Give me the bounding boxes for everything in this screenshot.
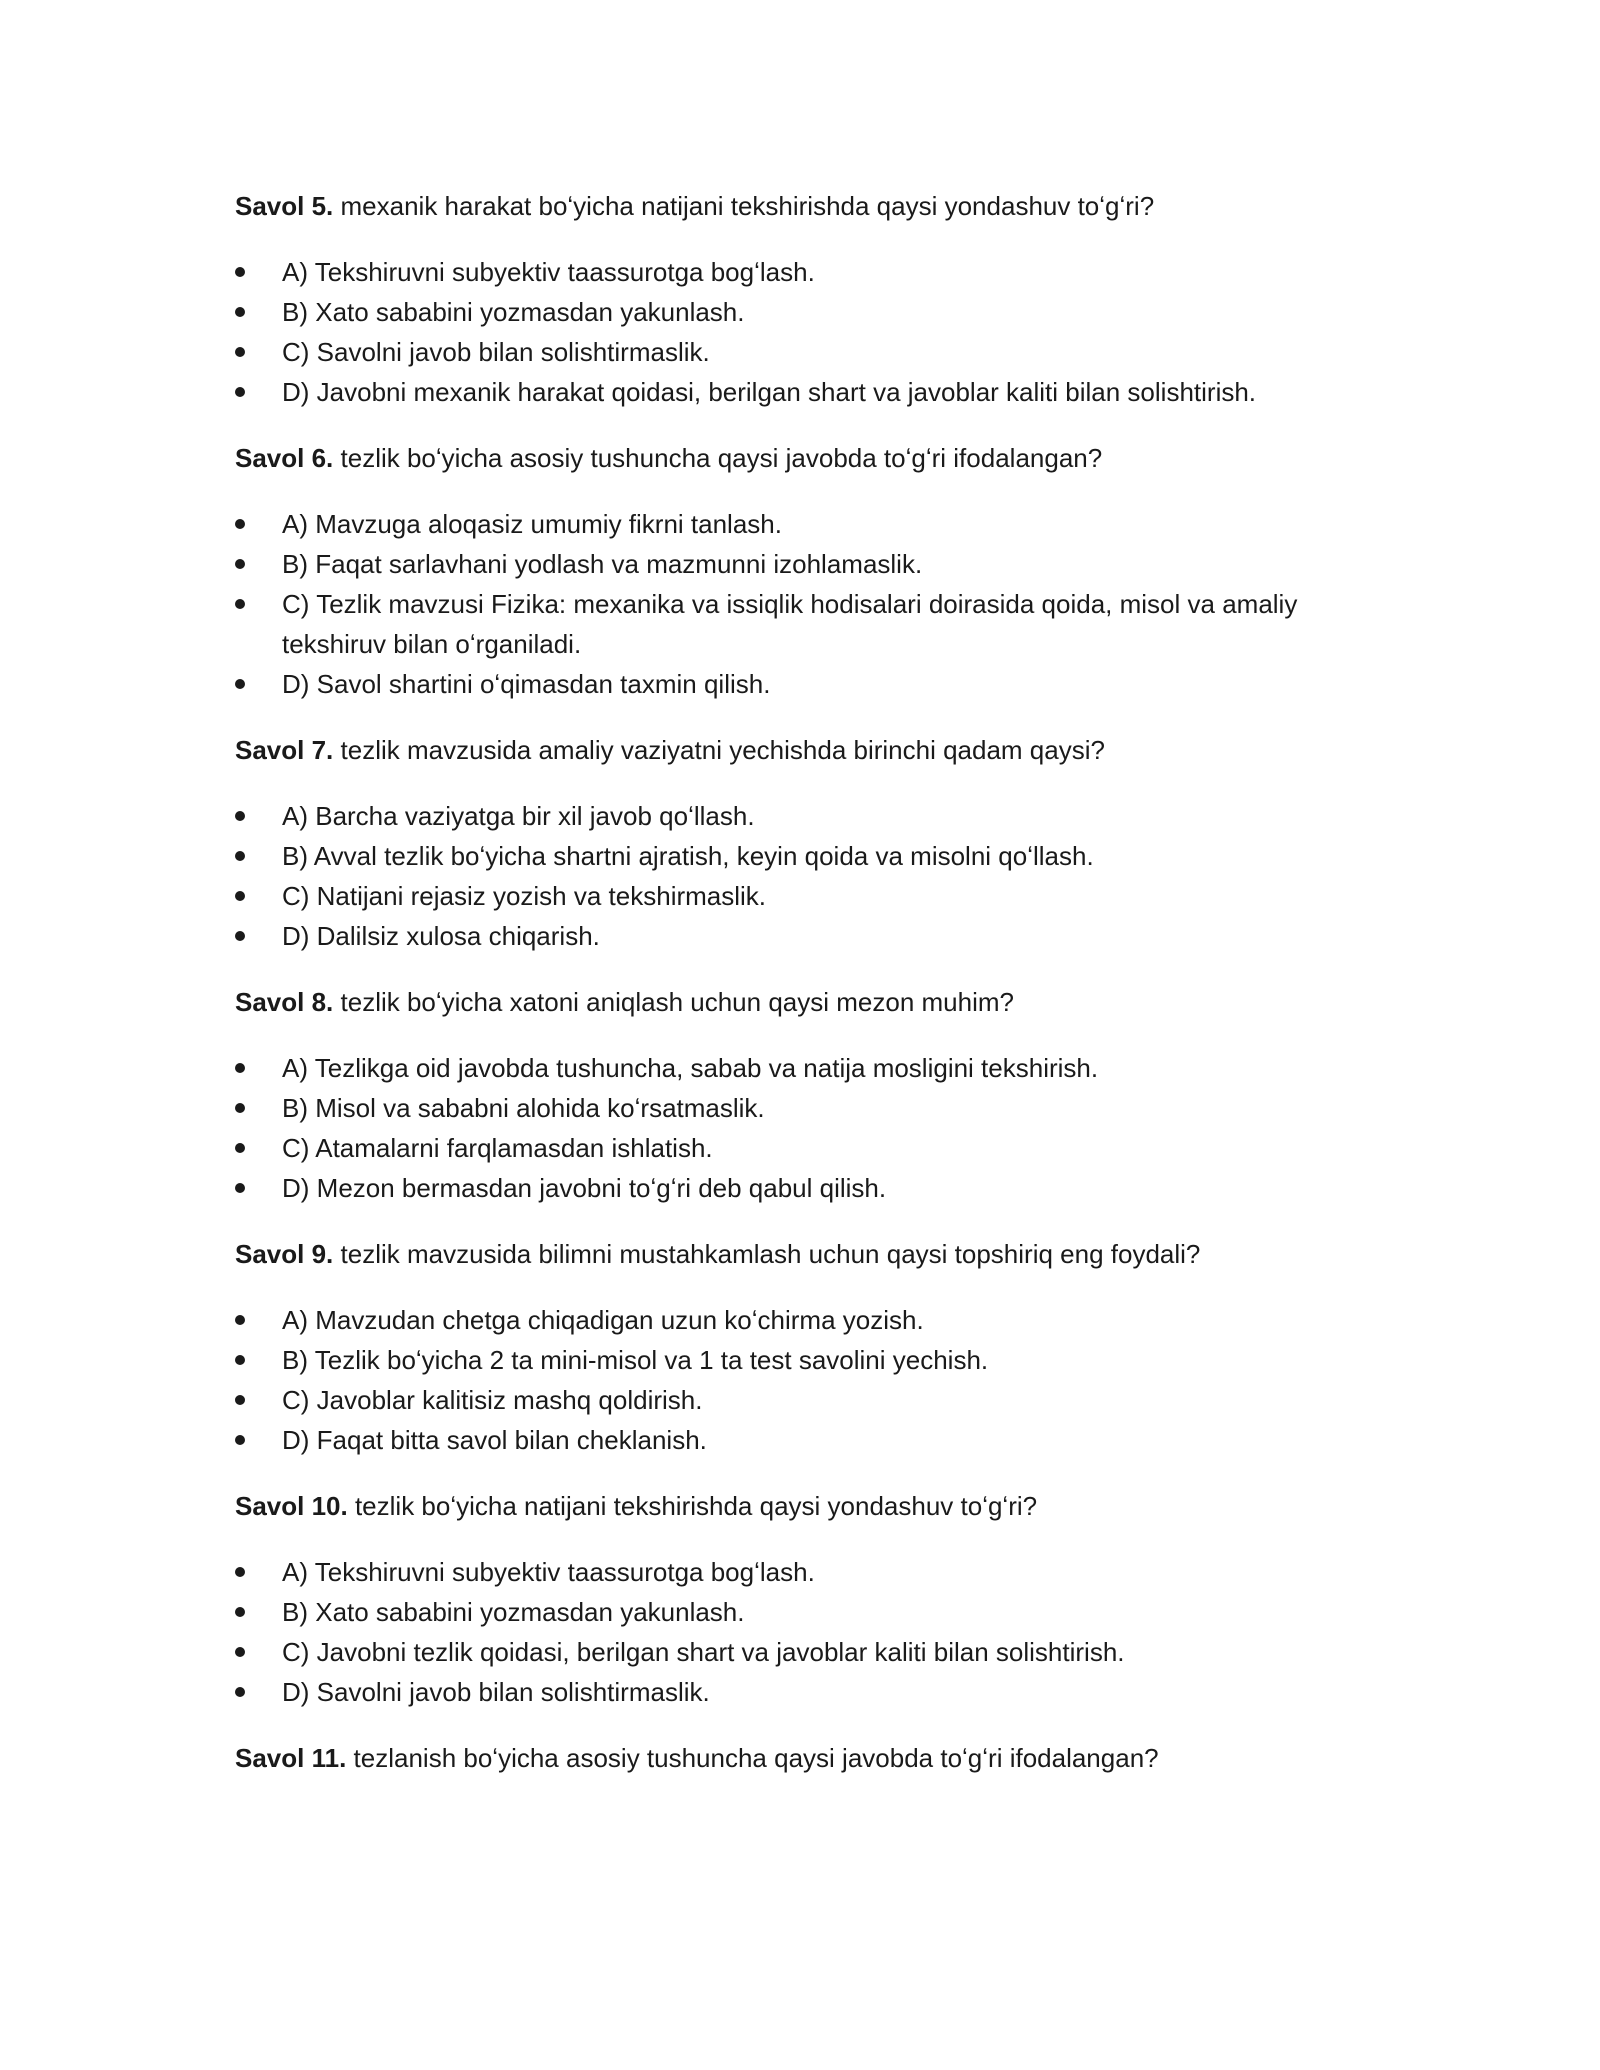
option-a [235,1552,1365,1592]
options-list [235,796,1365,956]
bullet-icon [235,1607,245,1617]
bullet-icon [235,1395,245,1405]
options-list [235,504,1365,704]
option-text: C) Atamalarni farqlamasdan ishlatish. [282,1133,713,1163]
bullet-icon [235,1647,245,1657]
option-text: B) Xato sababini yozmasdan yakunlash. [282,1597,745,1627]
question-10 [235,1486,1365,1712]
option-d [235,1672,1365,1712]
option-c [235,332,1365,372]
bullet-icon [235,811,245,821]
option-text: B) Misol va sababni alohida koʻrsatmaslik. [282,1093,765,1123]
question-text: tezlik boʻyicha natijani tekshirishda qaysi yondashuv toʻgʻri? [347,1491,1038,1521]
option-c [235,1632,1365,1672]
question-title [235,982,1365,1022]
question-title [235,1234,1365,1274]
bullet-icon [235,347,245,357]
question-5 [235,186,1365,412]
question-7 [235,730,1365,956]
option-text: A) Tekshiruvni subyektiv taassurotga bogʻlash. [282,1557,815,1587]
bullet-icon [235,891,245,901]
question-title [235,186,1365,226]
question-9 [235,1234,1365,1460]
question-text: tezlik boʻyicha asosiy tushuncha qaysi javobda toʻgʻri ifodalangan? [333,443,1103,473]
option-text: A) Mavzudan chetga chiqadigan uzun koʻchirma yozish. [282,1305,924,1335]
option-c [235,584,1365,664]
options-list [235,1300,1365,1460]
option-text: D) Dalilsiz xulosa chiqarish. [282,921,600,951]
bullet-icon [235,1063,245,1073]
bullet-icon [235,679,245,689]
option-b [235,1340,1365,1380]
bullet-icon [235,267,245,277]
question-text: tezlik mavzusida bilimni mustahkamlash uchun qaysi topshiriq eng foydali? [333,1239,1201,1269]
option-d [235,1420,1365,1460]
option-text: B) Avval tezlik boʻyicha shartni ajratish, keyin qoida va misolni qoʻllash. [282,841,1094,871]
option-b [235,544,1365,584]
option-d [235,1168,1365,1208]
bullet-icon [235,307,245,317]
option-d [235,916,1365,956]
question-6 [235,438,1365,704]
option-text: D) Faqat bitta savol bilan cheklanish. [282,1425,707,1455]
bullet-icon [235,519,245,529]
option-text: C) Savolni javob bilan solishtirmaslik. [282,337,710,367]
option-text: B) Faqat sarlavhani yodlash va mazmunni izohlamaslik. [282,549,923,579]
question-text: tezlik mavzusida amaliy vaziyatni yechishda birinchi qadam qaysi? [333,735,1105,765]
option-b [235,292,1365,332]
bullet-icon [235,1687,245,1697]
bullet-icon [235,559,245,569]
option-d [235,372,1365,412]
option-a [235,504,1365,544]
option-a [235,1048,1365,1088]
option-text: A) Barcha vaziyatga bir xil javob qoʻllash. [282,801,755,831]
option-text: D) Savolni javob bilan solishtirmaslik. [282,1677,710,1707]
option-text: C) Javoblar kalitisiz mashq qoldirish. [282,1385,703,1415]
question-label: Savol 8. [235,987,334,1017]
question-text: tezlik boʻyicha xatoni aniqlash uchun qaysi mezon muhim? [333,987,1014,1017]
question-title [235,1486,1365,1526]
option-text: A) Tezlikga oid javobda tushuncha, sabab va natija mosligini tekshirish. [282,1053,1099,1083]
document-page [235,186,1365,1804]
option-c [235,1380,1365,1420]
option-text: C) Natijani rejasiz yozish va tekshirmaslik. [282,881,767,911]
option-d [235,664,1365,704]
option-text: B) Tezlik boʻyicha 2 ta mini-misol va 1 ta test savolini yechish. [282,1345,989,1375]
option-text: A) Tekshiruvni subyektiv taassurotga bogʻlash. [282,257,815,287]
options-list [235,252,1365,412]
option-a [235,1300,1365,1340]
question-label: Savol 6. [235,443,334,473]
bullet-icon [235,851,245,861]
question-text: tezlanish boʻyicha asosiy tushuncha qaysi javobda toʻgʻri ifodalangan? [346,1743,1159,1773]
bullet-icon [235,1103,245,1113]
option-text: C) Tezlik mavzusi Fizika: mexanika va issiqlik hodisalari doirasida qoida, misol va amaliy tekshiruv bilan oʻrganiladi. [282,589,1298,659]
question-label: Savol 7. [235,735,334,765]
question-text: mexanik harakat boʻyicha natijani tekshirishda qaysi yondashuv toʻgʻri? [333,191,1155,221]
bullet-icon [235,1143,245,1153]
bullet-icon [235,1435,245,1445]
option-text: D) Javobni mexanik harakat qoidasi, berilgan shart va javoblar kaliti bilan solishtirish. [282,377,1257,407]
question-label: Savol 5. [235,191,334,221]
question-label: Savol 10. [235,1491,348,1521]
option-a [235,796,1365,836]
option-text: B) Xato sababini yozmasdan yakunlash. [282,297,745,327]
bullet-icon [235,1183,245,1193]
bullet-icon [235,1355,245,1365]
question-title [235,730,1365,770]
option-a [235,252,1365,292]
option-c [235,876,1365,916]
question-label: Savol 9. [235,1239,334,1269]
options-list [235,1048,1365,1208]
option-b [235,836,1365,876]
option-text: A) Mavzuga aloqasiz umumiy fikrni tanlash. [282,509,782,539]
option-b [235,1592,1365,1632]
bullet-icon [235,1567,245,1577]
option-text: C) Javobni tezlik qoidasi, berilgan shart va javoblar kaliti bilan solishtirish. [282,1637,1125,1667]
option-text: D) Mezon bermasdan javobni toʻgʻri deb qabul qilish. [282,1173,887,1203]
question-title [235,438,1365,478]
option-c [235,1128,1365,1168]
question-label: Savol 11. [235,1743,347,1773]
bullet-icon [235,931,245,941]
question-title [235,1738,1365,1778]
question-8 [235,982,1365,1208]
bullet-icon [235,599,245,609]
question-11 [235,1738,1365,1778]
option-text: D) Savol shartini oʻqimasdan taxmin qilish. [282,669,771,699]
options-list [235,1552,1365,1712]
option-b [235,1088,1365,1128]
bullet-icon [235,387,245,397]
bullet-icon [235,1315,245,1325]
